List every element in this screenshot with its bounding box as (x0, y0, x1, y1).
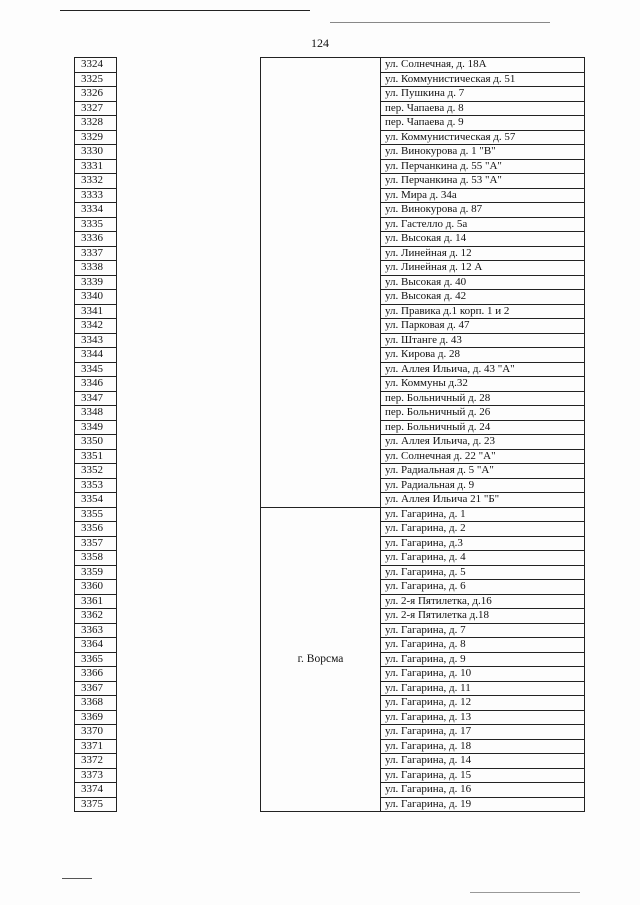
row-number: 3349 (75, 420, 117, 435)
row-number: 3329 (75, 130, 117, 145)
address-cell: ул. Гагарина, д. 16 (381, 783, 585, 798)
address-cell: пер. Чапаева д. 9 (381, 116, 585, 131)
address-cell: ул. Коммуны д.32 (381, 377, 585, 392)
address-cell: пер. Чапаева д. 8 (381, 101, 585, 116)
row-number: 3372 (75, 754, 117, 769)
address-cell: ул. Гагарина, д. 5 (381, 565, 585, 580)
row-number: 3339 (75, 275, 117, 290)
address-cell: ул. Радиальная д. 9 (381, 478, 585, 493)
address-cell: ул. Гагарина, д. 6 (381, 580, 585, 595)
address-cell: ул. Гагарина, д. 8 (381, 638, 585, 653)
row-number: 3364 (75, 638, 117, 653)
address-cell: ул. Гагарина, д. 13 (381, 710, 585, 725)
address-cell: ул. Гагарина, д. 1 (381, 507, 585, 522)
address-cell: ул. Винокурова д. 1 "В" (381, 145, 585, 160)
address-cell: ул. Гагарина, д. 10 (381, 667, 585, 682)
row-number: 3335 (75, 217, 117, 232)
row-number: 3371 (75, 739, 117, 754)
address-cell: ул. Линейная д. 12 (381, 246, 585, 261)
address-cell: ул. Правика д.1 корп. 1 и 2 (381, 304, 585, 319)
row-number: 3341 (75, 304, 117, 319)
row-number: 3327 (75, 101, 117, 116)
row-number: 3348 (75, 406, 117, 421)
row-number: 3375 (75, 797, 117, 812)
row-number: 3374 (75, 783, 117, 798)
address-cell: ул. Гагарина, д. 11 (381, 681, 585, 696)
address-cell: ул. Аллея Ильича, д. 23 (381, 435, 585, 450)
address-cell: ул. Гагарина, д. 12 (381, 696, 585, 711)
row-number: 3355 (75, 507, 117, 522)
row-number: 3351 (75, 449, 117, 464)
address-cell: ул. Радиальная д. 5 "А" (381, 464, 585, 479)
scan-edge-bottom-left (62, 878, 92, 879)
row-number: 3336 (75, 232, 117, 247)
address-cell: ул. Гагарина, д. 4 (381, 551, 585, 566)
page-number: 124 (311, 36, 329, 50)
row-number: 3345 (75, 362, 117, 377)
address-cell: пер. Больничный д. 26 (381, 406, 585, 421)
row-number: 3346 (75, 377, 117, 392)
row-number: 3337 (75, 246, 117, 261)
row-number: 3347 (75, 391, 117, 406)
row-number: 3324 (75, 58, 117, 73)
address-cell: ул. Пушкина д. 7 (381, 87, 585, 102)
row-number: 3333 (75, 188, 117, 203)
row-number: 3362 (75, 609, 117, 624)
row-number: 3334 (75, 203, 117, 218)
row-number: 3358 (75, 551, 117, 566)
row-number: 3325 (75, 72, 117, 87)
address-table-body (75, 58, 585, 812)
address-cell: ул. Коммунистическая д. 57 (381, 130, 585, 145)
row-number: 3332 (75, 174, 117, 189)
scan-edge-top-right (330, 22, 550, 23)
row-number: 3342 (75, 319, 117, 334)
address-cell: ул. Гагарина, д. 15 (381, 768, 585, 783)
address-cell: ул. Винокурова д. 87 (381, 203, 585, 218)
row-number: 3360 (75, 580, 117, 595)
row-number: 3367 (75, 681, 117, 696)
address-cell: ул. Солнечная, д. 18А (381, 58, 585, 73)
address-cell: ул. Гагарина, д. 9 (381, 652, 585, 667)
address-cell: пер. Больничный д. 24 (381, 420, 585, 435)
table-row (75, 58, 585, 73)
row-number: 3331 (75, 159, 117, 174)
row-number: 3369 (75, 710, 117, 725)
row-number: 3353 (75, 478, 117, 493)
address-cell: ул. Высокая д. 42 (381, 290, 585, 305)
address-table (74, 57, 585, 812)
address-cell: ул. Аллея Ильича, д. 43 "А" (381, 362, 585, 377)
row-number: 3343 (75, 333, 117, 348)
row-number: 3357 (75, 536, 117, 551)
address-cell: ул. Кирова д. 28 (381, 348, 585, 363)
row-number: 3363 (75, 623, 117, 638)
address-cell: ул. Гагарина, д. 18 (381, 739, 585, 754)
row-number: 3370 (75, 725, 117, 740)
row-number: 3344 (75, 348, 117, 363)
address-cell: ул. Гагарина, д. 2 (381, 522, 585, 537)
empty-column (117, 58, 261, 812)
row-number: 3354 (75, 493, 117, 508)
scan-edge-top (60, 10, 310, 11)
address-cell: ул. 2-я Пятилетка, д.16 (381, 594, 585, 609)
address-cell: ул. Парковая д. 47 (381, 319, 585, 334)
address-cell: ул. Гагарина, д. 17 (381, 725, 585, 740)
address-cell: ул. Высокая д. 14 (381, 232, 585, 247)
address-cell: пер. Больничный д. 28 (381, 391, 585, 406)
address-cell: ул. Гагарина, д. 14 (381, 754, 585, 769)
row-number: 3368 (75, 696, 117, 711)
address-cell: ул. Мира д. 34а (381, 188, 585, 203)
row-number: 3350 (75, 435, 117, 450)
row-number: 3366 (75, 667, 117, 682)
address-cell: ул. Аллея Ильича 21 "Б" (381, 493, 585, 508)
address-cell: ул. Гагарина, д. 19 (381, 797, 585, 812)
address-cell: ул. Перчанкина д. 53 "А" (381, 174, 585, 189)
scan-edge-bottom-right (470, 892, 580, 893)
address-cell: ул. Гагарина, д.3 (381, 536, 585, 551)
row-number: 3340 (75, 290, 117, 305)
address-cell: ул. Перчанкина д. 55 "А" (381, 159, 585, 174)
row-number: 3326 (75, 87, 117, 102)
address-cell: ул. Высокая д. 40 (381, 275, 585, 290)
address-cell: ул. Линейная д. 12 А (381, 261, 585, 276)
row-number: 3361 (75, 594, 117, 609)
address-cell: ул. Гастелло д. 5а (381, 217, 585, 232)
row-number: 3359 (75, 565, 117, 580)
address-cell: ул. 2-я Пятилетка д.18 (381, 609, 585, 624)
row-number: 3330 (75, 145, 117, 160)
address-cell: ул. Штанге д. 43 (381, 333, 585, 348)
row-number: 3365 (75, 652, 117, 667)
row-number: 3352 (75, 464, 117, 479)
row-number: 3338 (75, 261, 117, 276)
row-number: 3373 (75, 768, 117, 783)
address-cell: ул. Гагарина, д. 7 (381, 623, 585, 638)
settlement-cell-empty (261, 58, 381, 508)
row-number: 3328 (75, 116, 117, 131)
row-number: 3356 (75, 522, 117, 537)
settlement-name: г. Ворсма (261, 507, 381, 812)
address-cell: ул. Солнечная д. 22 "А" (381, 449, 585, 464)
address-cell: ул. Коммунистическая д. 51 (381, 72, 585, 87)
